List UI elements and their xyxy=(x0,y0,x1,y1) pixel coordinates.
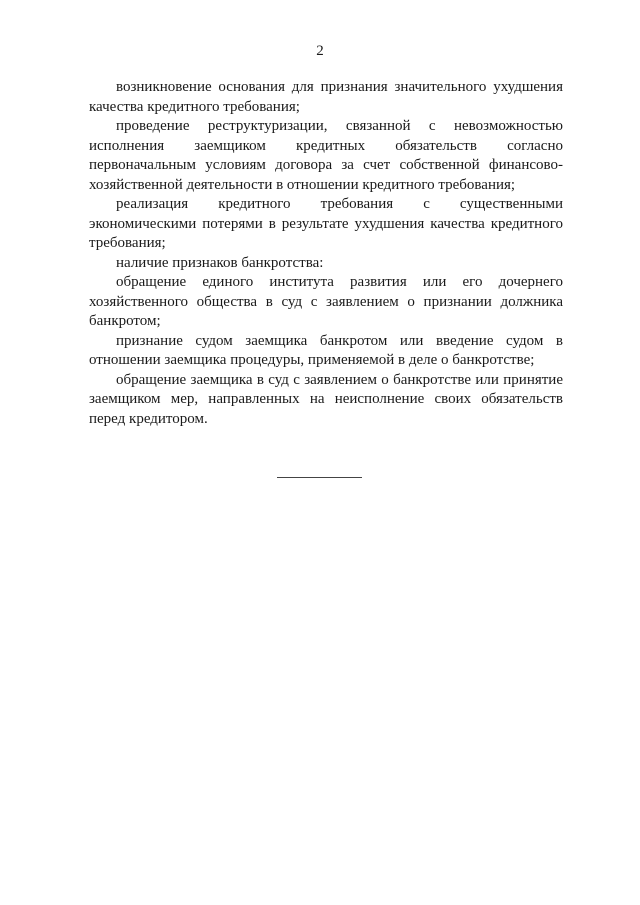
end-separator-line xyxy=(277,477,362,478)
paragraph-quality-deterioration: возникновение основания для признания значительного ухудшения качества кредитного требования; xyxy=(89,79,563,115)
paragraph-bankruptcy-signs: наличие признаков банкротства: xyxy=(116,254,324,271)
paragraph-borrower-application: обращение заемщика в суд с заявлением о банкротстве или принятие заемщиком мер, направленных на неисполнение своих обязательств перед кредитором. xyxy=(89,371,563,427)
paragraph-restructuring: проведение реструктуризации, связанной с невозможностью исполнения заемщиком кредитных обязательств согласно первоначальным условиям договора за счет собственной финансово-хозяйственной деятельности в отношении кредитного требования; xyxy=(89,118,563,193)
paragraph-court-application: обращение единого института развития или его дочернего хозяйственного общества в суд с заявлением о признании должника банкротом; xyxy=(89,274,563,329)
paragraph-sale-with-losses: реализация кредитного требования с существенными экономическими потерями в результате ухудшения качества кредитного требования; xyxy=(89,196,563,251)
page-number: 2 xyxy=(316,43,324,59)
paragraph-court-recognition: признание судом заемщика банкротом или введение судом в отношении заемщика процедуры, применяемой в деле о банкротстве; xyxy=(89,332,563,368)
document-body xyxy=(89,78,563,429)
